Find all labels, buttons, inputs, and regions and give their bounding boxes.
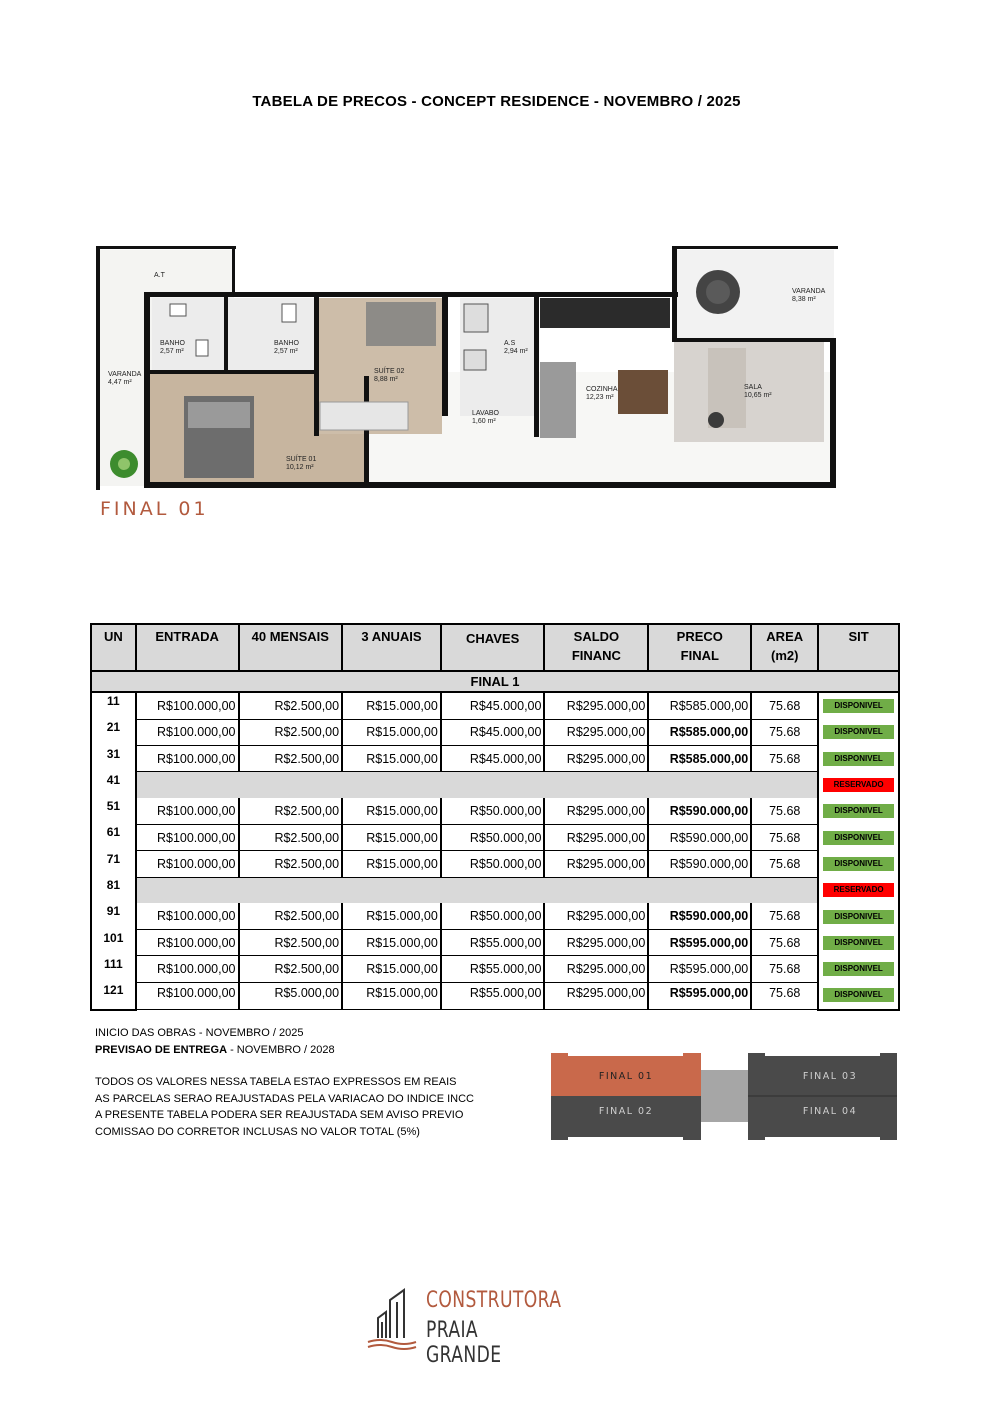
cell-entrada: R$100.000,00	[136, 930, 239, 956]
cell-chaves: R$45.000,00	[441, 692, 545, 719]
cell-chaves: R$45.000,00	[441, 719, 545, 745]
cell-saldo: R$295.000,00	[544, 798, 648, 824]
note-entrega	[95, 1042, 474, 1059]
table-row	[91, 982, 899, 1009]
header-area: AREA (m2)	[751, 624, 818, 671]
building-logo-icon	[350, 1272, 420, 1358]
cell-area: 75.68	[751, 692, 818, 719]
room-label-varanda-1: VARANDA 4,47 m²	[108, 371, 142, 386]
cell-chaves: R$50.000,00	[441, 798, 545, 824]
key-plan	[551, 1053, 897, 1140]
cell-un: 61	[91, 824, 136, 850]
table-row	[91, 746, 899, 772]
cell-un: 31	[91, 746, 136, 772]
cell-saldo: R$295.000,00	[544, 746, 648, 772]
cell-chaves: R$50.000,00	[441, 824, 545, 850]
note-line: AS PARCELAS SERAO REAJUSTADAS PELA VARIACAO DO INDICE INCC	[95, 1092, 474, 1105]
cell-anuais: R$15.000,00	[342, 851, 441, 877]
cell-chaves: R$45.000,00	[441, 746, 545, 772]
key-plan-final-04: FINAL 04	[802, 1106, 858, 1117]
room-label-banho-2: BANHO 2,57 m²	[274, 340, 299, 355]
table-row	[91, 824, 899, 850]
group-row	[91, 671, 899, 692]
cell-area: 75.68	[751, 719, 818, 745]
floor-plan-final-label: FINAL 01	[100, 498, 209, 520]
company-logo	[350, 1272, 578, 1368]
cell-saldo: R$295.000,00	[544, 930, 648, 956]
cell-preco: R$595.000,00	[648, 930, 751, 956]
cell-area: 75.68	[751, 956, 818, 982]
cell-sit	[818, 692, 899, 719]
cell-un: 11	[91, 692, 136, 719]
notes	[95, 1025, 474, 1140]
status-badge: DISPONIVEL	[823, 910, 894, 924]
key-plan-final-03: FINAL 03	[802, 1071, 858, 1082]
room-label-suite-02: SUÍTE 02 8,88 m²	[374, 368, 405, 383]
cell-preco: R$590.000,00	[648, 824, 751, 850]
cell-mensais: R$2.500,00	[239, 746, 343, 772]
room-label-suite-01: SUÍTE 01 10,12 m²	[286, 456, 317, 471]
cell-entrada: R$100.000,00	[136, 824, 239, 850]
cell-anuais: R$15.000,00	[342, 746, 441, 772]
header-anuais: 3 ANUAIS	[342, 624, 441, 671]
cell-entrada: R$100.000,00	[136, 719, 239, 745]
table-row	[91, 930, 899, 956]
table-row	[91, 798, 899, 824]
header-saldo: SALDO FINANC	[544, 624, 648, 671]
status-badge: DISPONIVEL	[823, 831, 894, 845]
status-badge: DISPONIVEL	[823, 725, 894, 739]
cell-chaves: R$50.000,00	[441, 903, 545, 929]
cell-mensais: R$2.500,00	[239, 798, 343, 824]
cell-area: 75.68	[751, 930, 818, 956]
cell-anuais: R$15.000,00	[342, 956, 441, 982]
header-preco: PRECO FINAL	[648, 624, 751, 671]
status-badge: DISPONIVEL	[823, 752, 894, 766]
cell-mensais: R$2.500,00	[239, 956, 343, 982]
status-badge: RESERVADO	[823, 883, 894, 897]
table-row	[91, 956, 899, 982]
cell-anuais: R$15.000,00	[342, 982, 441, 1009]
cell-entrada: R$100.000,00	[136, 692, 239, 719]
cell-un: 111	[91, 956, 136, 982]
cell-saldo: R$295.000,00	[544, 956, 648, 982]
cell-chaves: R$50.000,00	[441, 851, 545, 877]
room-label-as: A.S 2,94 m²	[504, 340, 528, 355]
cell-preco: R$585.000,00	[648, 692, 751, 719]
cell-saldo: R$295.000,00	[544, 903, 648, 929]
cell-sit	[818, 824, 899, 850]
note-entrega-value: - NOVEMBRO / 2028	[227, 1043, 335, 1056]
cell-mensais: R$2.500,00	[239, 903, 343, 929]
status-badge: DISPONIVEL	[823, 936, 894, 950]
cell-preco: R$590.000,00	[648, 903, 751, 929]
cell-un: 81	[91, 877, 136, 903]
table-row	[91, 692, 899, 719]
cell-entrada: R$100.000,00	[136, 903, 239, 929]
cell-chaves: R$55.000,00	[441, 956, 545, 982]
cell-area: 75.68	[751, 851, 818, 877]
key-plan-final-02: FINAL 02	[598, 1106, 654, 1117]
cell-mensais: R$2.500,00	[239, 824, 343, 850]
price-table	[90, 623, 900, 1011]
cell-anuais: R$15.000,00	[342, 798, 441, 824]
note-line: TODOS OS VALORES NESSA TABELA ESTAO EXPRESSOS EM REAIS	[95, 1076, 457, 1088]
cell-un: 71	[91, 851, 136, 877]
cell-mensais: R$2.500,00	[239, 851, 343, 877]
room-label-cozinha: COZINHA 12,23 m²	[586, 386, 618, 401]
cell-mensais: R$2.500,00	[239, 719, 343, 745]
cell-area: 75.68	[751, 746, 818, 772]
room-label-sala: SALA 10,65 m²	[744, 384, 772, 399]
floor-plan	[96, 246, 838, 492]
cell-sit	[818, 982, 899, 1009]
page-title: TABELA DE PRECOS - CONCEPT RESIDENCE - NOVEMBRO / 2025	[252, 93, 741, 110]
status-badge: DISPONIVEL	[823, 962, 894, 976]
cell-mensais: R$2.500,00	[239, 692, 343, 719]
floor-plan-drawing	[96, 246, 838, 492]
header-un: UN	[91, 624, 136, 671]
cell-preco: R$585.000,00	[648, 719, 751, 745]
status-badge: DISPONIVEL	[823, 857, 894, 871]
table-row	[91, 851, 899, 877]
cell-preco: R$590.000,00	[648, 851, 751, 877]
cell-entrada: R$100.000,00	[136, 851, 239, 877]
cell-entrada: R$100.000,00	[136, 956, 239, 982]
status-badge: DISPONIVEL	[823, 804, 894, 818]
table-row	[91, 719, 899, 745]
cell-anuais: R$15.000,00	[342, 824, 441, 850]
cell-mensais: R$2.500,00	[239, 930, 343, 956]
note-entrega-label: PREVISAO DE ENTREGA	[95, 1043, 228, 1056]
note-line: COMISSAO DO CORRETOR INCLUSAS NO VALOR TOTAL (5%)	[95, 1125, 420, 1138]
cell-saldo: R$295.000,00	[544, 692, 648, 719]
cell-preco: R$590.000,00	[648, 798, 751, 824]
cell-area: 75.68	[751, 982, 818, 1009]
status-badge: DISPONIVEL	[823, 699, 894, 713]
cell-un: 41	[91, 772, 136, 798]
cell-chaves: R$55.000,00	[441, 982, 545, 1009]
cell-area: 75.68	[751, 903, 818, 929]
table-row	[91, 772, 899, 798]
cell-sit	[818, 798, 899, 824]
cell-sit	[818, 772, 899, 798]
cell-anuais: R$15.000,00	[342, 719, 441, 745]
header-entrada: ENTRADA	[136, 624, 239, 671]
cell-entrada: R$100.000,00	[136, 982, 239, 1009]
cell-sit	[818, 956, 899, 982]
table-header-row	[91, 624, 899, 671]
cell-chaves: R$55.000,00	[441, 930, 545, 956]
cell-saldo: R$295.000,00	[544, 982, 648, 1009]
status-badge: RESERVADO	[823, 778, 894, 792]
cell-empty	[136, 772, 818, 798]
header-mensais: 40 MENSAIS	[239, 624, 343, 671]
cell-anuais: R$15.000,00	[342, 692, 441, 719]
cell-sit	[818, 851, 899, 877]
header-sit: SIT	[818, 624, 899, 671]
table-body	[91, 671, 899, 1010]
key-plan-final-01: FINAL 01	[598, 1071, 654, 1082]
cell-preco: R$595.000,00	[648, 982, 751, 1009]
header-chaves: CHAVES	[441, 624, 545, 671]
room-label-at: A.T	[154, 272, 165, 279]
status-badge: DISPONIVEL	[823, 988, 894, 1002]
logo-text-line1: CONSTRUTORA	[426, 1288, 562, 1313]
cell-saldo: R$295.000,00	[544, 851, 648, 877]
cell-un: 101	[91, 930, 136, 956]
cell-empty	[136, 877, 818, 903]
cell-un: 91	[91, 903, 136, 929]
room-label-varanda-2: VARANDA 8,38 m²	[792, 288, 826, 303]
cell-un: 121	[91, 982, 136, 1009]
cell-sit	[818, 719, 899, 745]
cell-sit	[818, 746, 899, 772]
cell-entrada: R$100.000,00	[136, 746, 239, 772]
table-row	[91, 877, 899, 903]
cell-area: 75.68	[751, 798, 818, 824]
cell-sit	[818, 877, 899, 903]
room-label-lavabo: LAVABO 1,60 m²	[472, 410, 499, 425]
group-label: FINAL 1	[91, 671, 899, 692]
cell-un: 21	[91, 719, 136, 745]
cell-anuais: R$15.000,00	[342, 930, 441, 956]
cell-preco: R$595.000,00	[648, 956, 751, 982]
cell-anuais: R$15.000,00	[342, 903, 441, 929]
cell-saldo: R$295.000,00	[544, 719, 648, 745]
room-label-banho-1: BANHO 2,57 m²	[160, 340, 185, 355]
note-inicio: INICIO DAS OBRAS - NOVEMBRO / 2025	[95, 1027, 304, 1039]
key-plan-shapes	[551, 1053, 897, 1140]
cell-un: 51	[91, 798, 136, 824]
cell-sit	[818, 930, 899, 956]
cell-saldo: R$295.000,00	[544, 824, 648, 850]
cell-mensais: R$5.000,00	[239, 982, 343, 1009]
cell-entrada: R$100.000,00	[136, 798, 239, 824]
cell-area: 75.68	[751, 824, 818, 850]
table-row	[91, 903, 899, 929]
note-line: A PRESENTE TABELA PODERA SER REAJUSTADA SEM AVISO PREVIO	[95, 1109, 464, 1121]
logo-text-line2: PRAIA GRANDE	[426, 1318, 502, 1368]
cell-sit	[818, 903, 899, 929]
cell-preco: R$585.000,00	[648, 746, 751, 772]
